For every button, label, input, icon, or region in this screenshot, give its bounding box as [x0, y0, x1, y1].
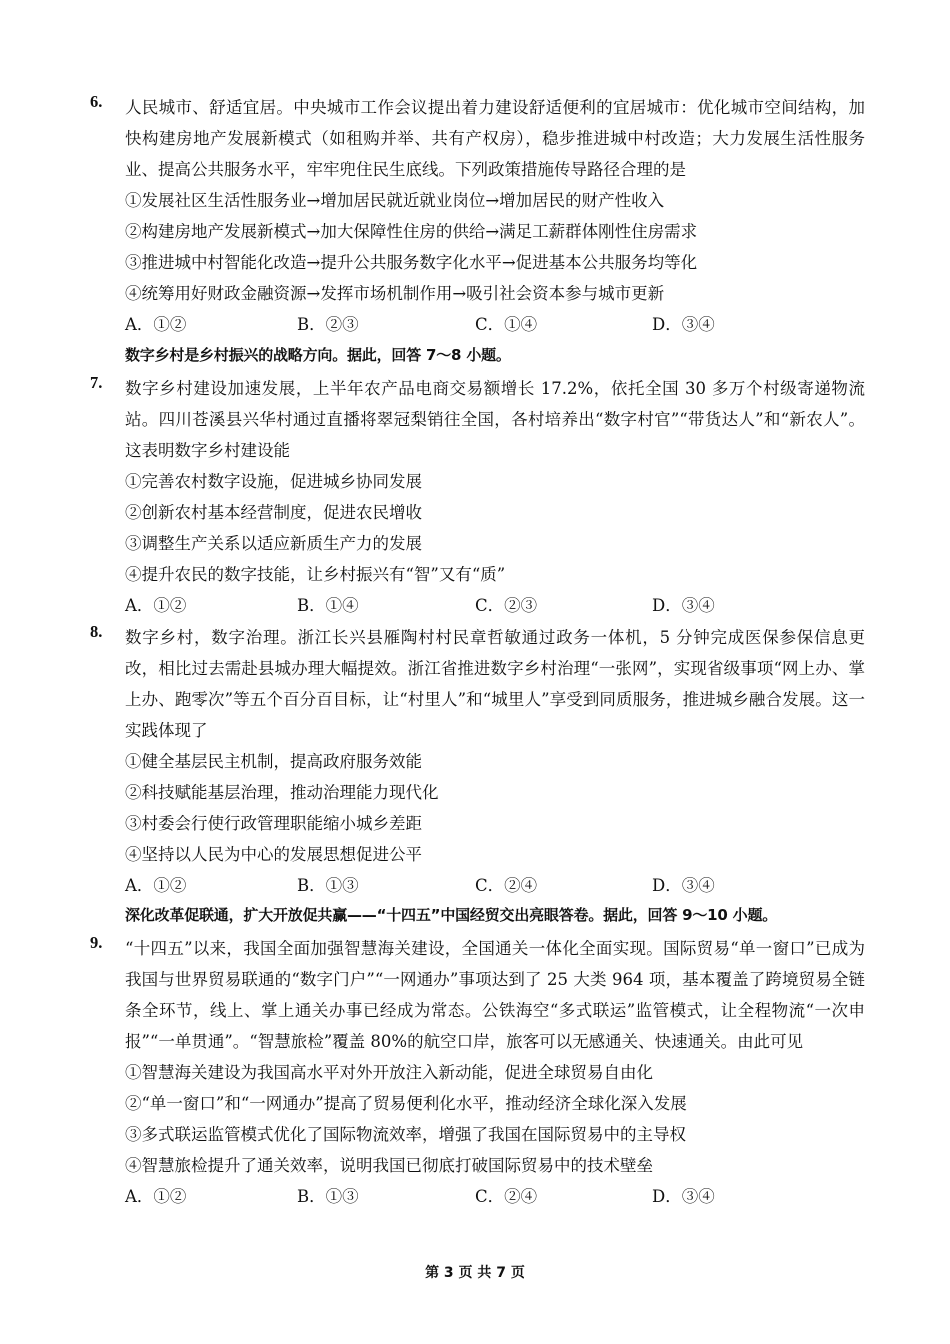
answer-choices — [125, 1181, 865, 1212]
question-stem: 数字乡村，数字治理。浙江长兴县雁陶村村民章哲敏通过政务一体机，5 分钟完成医保参保信息更改，相比过去需赴县城办理大幅提效。浙江省推进数字乡村治理“一张网”，实现省级事项“网上办、掌上办、跑零次”等五个百分百目标，让“村里人”和“城里人”享受到同质服务，推进城乡融合发展。这一实践体现了 — [125, 628, 865, 740]
statement-option: ④坚持以人民为中心的发展思想促进公平 — [125, 845, 422, 864]
statement-option: ①智慧海关建设为我国高水平对外开放注入新动能，促进全球贸易自由化 — [125, 1063, 653, 1082]
question-8 — [90, 622, 865, 901]
choice-c[interactable]: C．②④ — [475, 876, 538, 895]
question-number: 7. — [90, 373, 103, 392]
statement-option: ④统筹用好财政金融资源→发挥市场机制作用→吸引社会资本参与城市更新 — [125, 284, 665, 303]
section-intro: 深化改革促联通，扩大开放促共赢——“十四五”中国经贸交出亮眼答卷。据此，回答 9～10 小题。 — [125, 906, 778, 924]
question-number: 6. — [90, 92, 103, 111]
choice-a[interactable]: A．①② — [125, 876, 187, 895]
answer-choices — [125, 870, 865, 901]
statement-option: ④智慧旅检提升了通关效率，说明我国已彻底打破国际贸易中的技术壁垒 — [125, 1156, 653, 1175]
statement-option: ①健全基层民主机制，提高政府服务效能 — [125, 752, 422, 771]
choice-c[interactable]: C．②④ — [475, 1187, 538, 1206]
choice-d[interactable]: D．③④ — [652, 315, 715, 334]
statement-option: ②“单一窗口”和“一网通办”提高了贸易便利化水平，推动经济全球化深入发展 — [125, 1094, 687, 1113]
statement-option: ③多式联运监管模式优化了国际物流效率，增强了我国在国际贸易中的主导权 — [125, 1125, 686, 1144]
statement-option: ②科技赋能基层治理，推动治理能力现代化 — [125, 783, 439, 802]
choice-b[interactable]: B．①③ — [297, 876, 359, 895]
choice-b[interactable]: B．②③ — [297, 315, 359, 334]
question-number: 9. — [90, 933, 103, 952]
choice-a[interactable]: A．①② — [125, 315, 187, 334]
question-stem: 数字乡村建设加速发展，上半年农产品电商交易额增长 17.2%，依托全国 30 多万个村级寄递物流站。四川苍溪县兴华村通过直播将翠冠梨销往全国，各村培养出“数字村官”“带货达人”和“新农人”。这表明数字乡村建设能 — [125, 379, 865, 460]
statement-option: ①完善农村数字设施，促进城乡协同发展 — [125, 472, 422, 491]
question-9 — [90, 933, 865, 1212]
statement-option: ②创新农村基本经营制度，促进农民增收 — [125, 503, 422, 522]
statement-option: ③调整生产关系以适应新质生产力的发展 — [125, 534, 422, 553]
answer-choices — [125, 309, 865, 340]
choice-d[interactable]: D．③④ — [652, 596, 715, 615]
page-footer: 第 3 页 共 7 页 — [425, 1265, 525, 1281]
answer-choices — [125, 590, 865, 621]
choice-d[interactable]: D．③④ — [652, 1187, 715, 1206]
question-stem: 人民城市、舒适宜居。中央城市工作会议提出着力建设舒适便利的宜居城市：优化城市空间结构，加快构建房地产发展新模式（如租购并举、共有产权房），稳步推进城中村改造；大力发展生活性服务业、提高公共服务水平，牢牢兜住民生底线。下列政策措施传导路径合理的是 — [125, 98, 865, 179]
choice-d[interactable]: D．③④ — [652, 876, 715, 895]
choice-c[interactable]: C．①④ — [475, 315, 538, 334]
statement-option: ③村委会行使行政管理职能缩小城乡差距 — [125, 814, 422, 833]
choice-a[interactable]: A．①② — [125, 596, 187, 615]
choice-b[interactable]: B．①③ — [297, 1187, 359, 1206]
question-number: 8. — [90, 622, 103, 641]
choice-c[interactable]: C．②③ — [475, 596, 538, 615]
section-intro: 数字乡村是乡村振兴的战略方向。据此，回答 7～8 小题。 — [125, 346, 511, 364]
question-stem: “十四五”以来，我国全面加强智慧海关建设，全国通关一体化全面实现。国际贸易“单一窗口”已成为我国与世界贸易联通的“数字门户”“一网通办”事项达到了 25 大类 964 项，基本覆盖了跨境贸易全链条全环节，线上、掌上通关办事已经成为常态。公铁海空“多式联运”监管模式，让全程物流“一次申报”“一单贯通”。“智慧旅检”覆盖 80%的航空口岸，旅客可以无感通关、快速通关。由此可见 — [125, 939, 865, 1051]
statement-option: ②构建房地产发展新模式→加大保障性住房的供给→满足工薪群体刚性住房需求 — [125, 222, 698, 241]
choice-a[interactable]: A．①② — [125, 1187, 187, 1206]
statement-option: ①发展社区生活性服务业→增加居民就近就业岗位→增加居民的财产性收入 — [125, 191, 665, 210]
question-7 — [90, 373, 865, 621]
statement-option: ④提升农民的数字技能，让乡村振兴有“智”又有“质” — [125, 565, 506, 584]
choice-b[interactable]: B．①④ — [297, 596, 359, 615]
statement-option: ③推进城中村智能化改造→提升公共服务数字化水平→促进基本公共服务均等化 — [125, 253, 698, 272]
question-6 — [90, 92, 865, 340]
